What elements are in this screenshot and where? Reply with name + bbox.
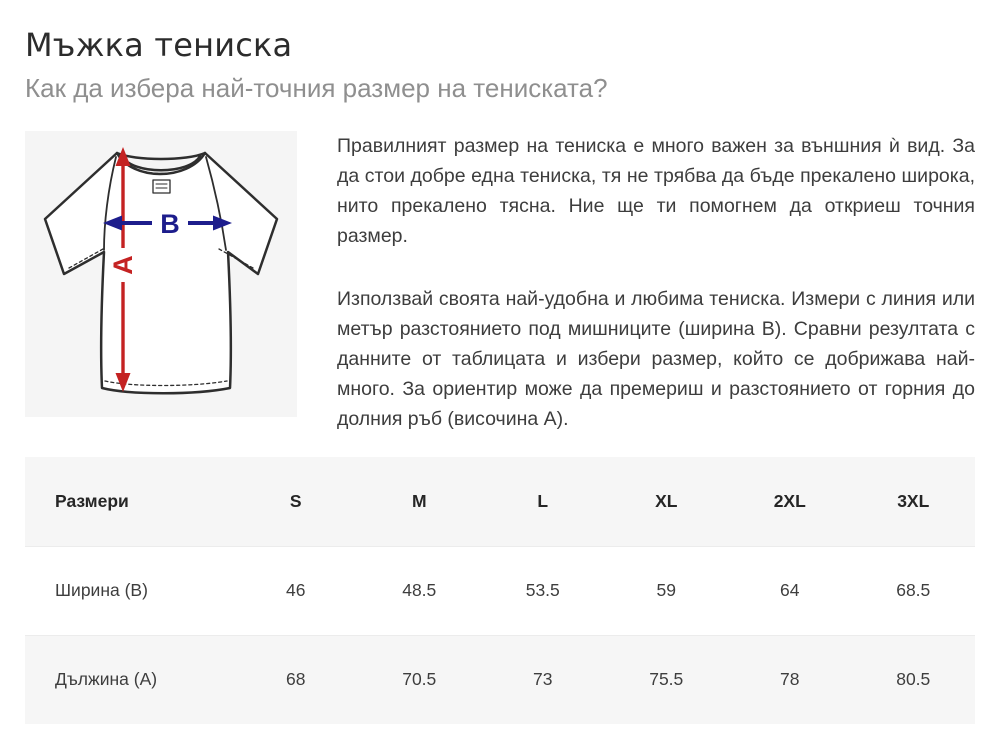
length-value-l: 73 — [533, 669, 553, 690]
length-value-s: 68 — [286, 669, 306, 690]
collar-back-line — [117, 153, 205, 159]
size-table-header-row — [25, 457, 975, 546]
header-cell-sizes: Размери — [55, 490, 129, 511]
row-label-width: Ширина (B) — [55, 580, 148, 600]
width-value-2xl: 64 — [780, 580, 800, 600]
header-cell-m: M — [411, 490, 427, 511]
header-cell-2xl: 2XL — [773, 490, 806, 511]
size-table — [25, 457, 975, 724]
header-cell-3xl: 3XL — [897, 490, 930, 511]
size-table-body — [25, 546, 975, 724]
label-a: A — [108, 255, 138, 275]
row-label-length: Дължина (A) — [55, 669, 158, 690]
content-row — [25, 131, 975, 431]
length-value-3xl: 80.5 — [896, 669, 931, 690]
tshirt-measurement-diagram — [25, 131, 297, 417]
width-value-3xl: 68.5 — [896, 580, 931, 600]
intro-text — [337, 131, 975, 434]
intro-paragraph-1: Правилният размер на тениска е много важен за външния ѝ вид. За да стои добре една тениска, тя не трябва да бъде прекалено широка, нито прекалено тясна. Ние ще ти помогнем да откриеш точния размер. — [337, 135, 975, 247]
label-b: B — [160, 209, 180, 239]
tshirt-diagram-svg — [25, 131, 297, 417]
header-cell-l: L — [537, 490, 549, 511]
width-value-xl: 59 — [656, 580, 676, 600]
width-value-s: 46 — [286, 580, 306, 600]
header-cell-s: S — [289, 490, 302, 511]
width-value-m: 48.5 — [402, 580, 437, 600]
width-value-l: 53.5 — [525, 580, 560, 600]
header-cell-xl: XL — [655, 490, 678, 511]
table-row-length — [25, 635, 975, 724]
length-value-xl: 75.5 — [649, 669, 684, 690]
length-value-2xl: 78 — [780, 669, 800, 690]
tshirt-graphic — [45, 153, 277, 393]
page-subtitle: Как да избера най-точния размер на тениската? — [25, 73, 608, 103]
table-row-width — [25, 546, 975, 635]
neck-label-tag — [153, 180, 170, 193]
intro-paragraph-2: Използвай своята най-удобна и любима тениска. Измери с линия или метър разстоянието под мишниците (ширина B). Сравни резултата с данните от таблицата и избери размер, който се добрижава най-много. За ориентир може да премериш и разстоянието от горния до долния ръб (височина A). — [337, 288, 975, 430]
length-value-m: 70.5 — [402, 669, 437, 690]
page-title: Мъжка тениска — [25, 26, 293, 64]
size-table-head — [25, 457, 975, 546]
